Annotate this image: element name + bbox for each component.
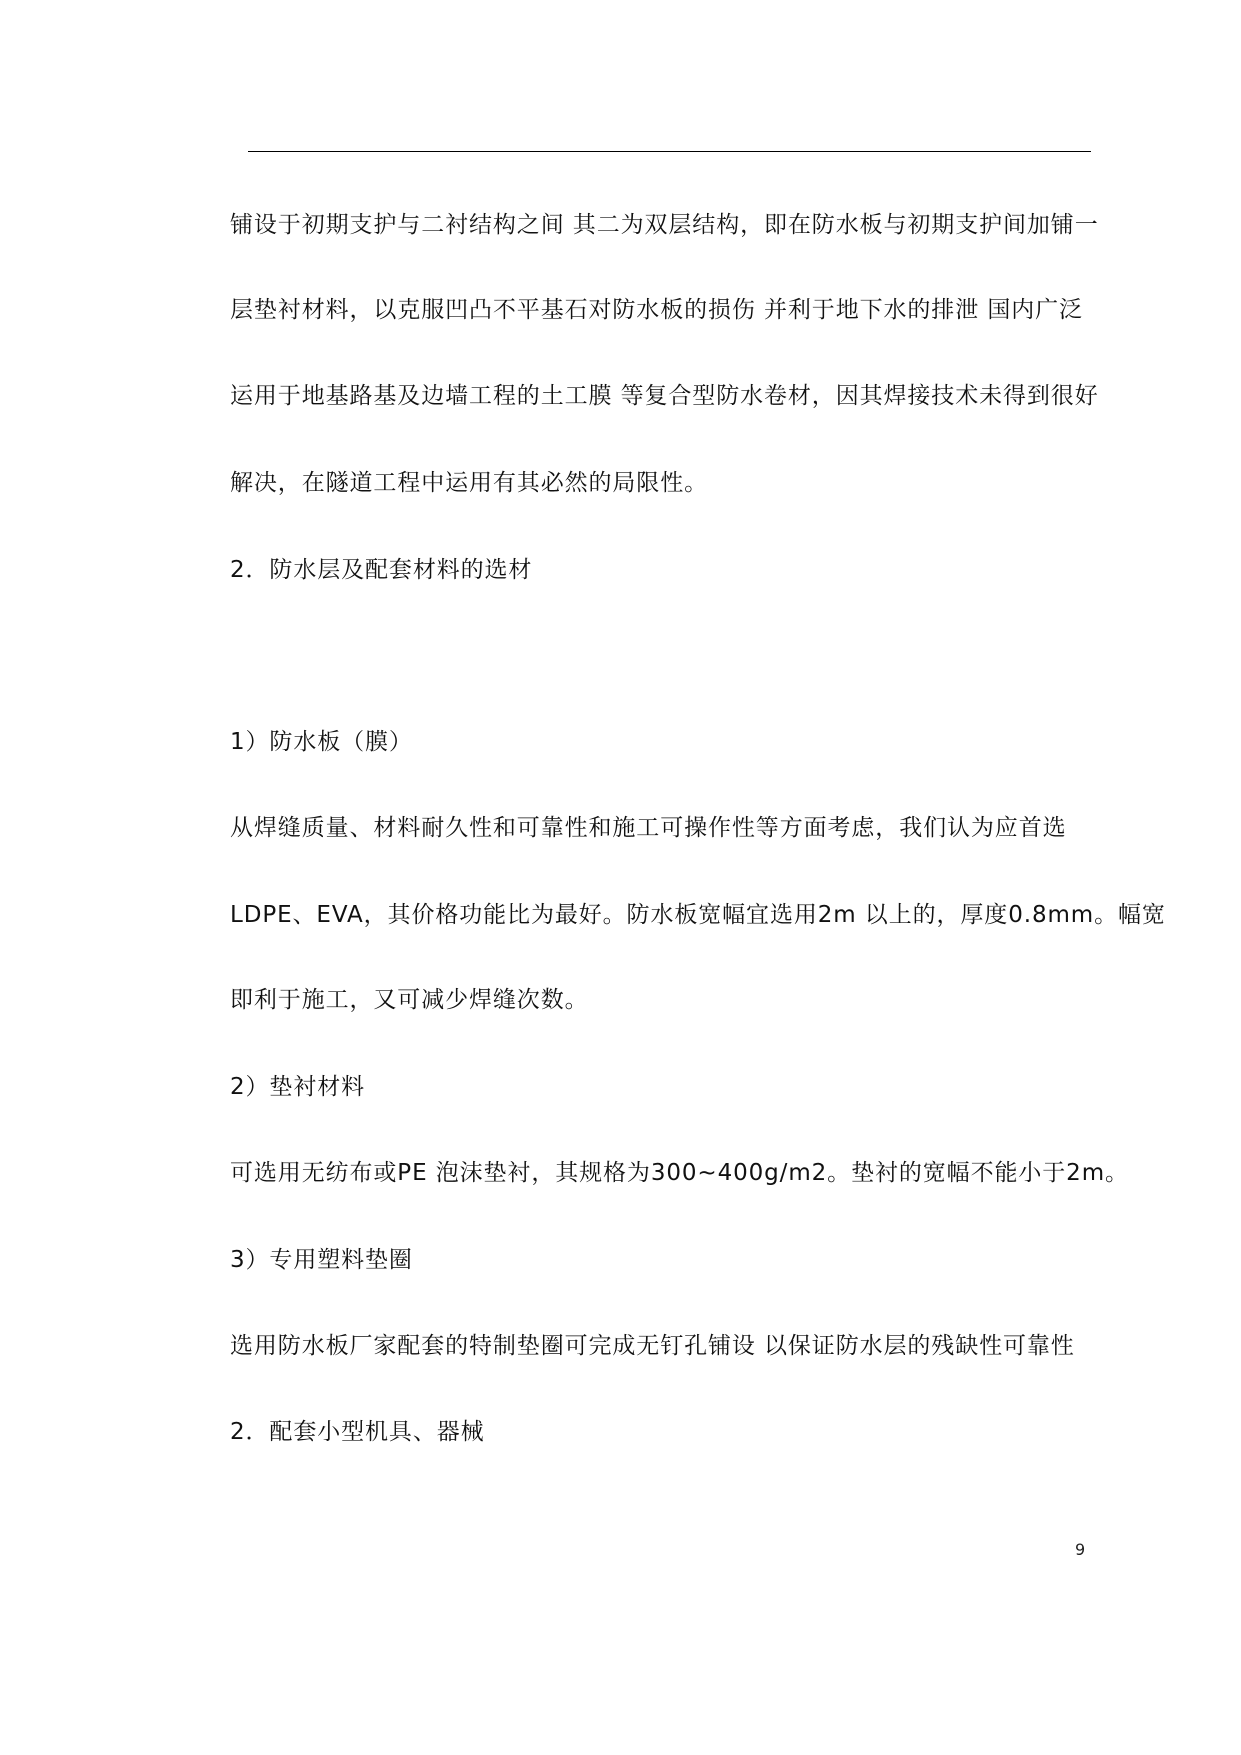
subsection-heading: 3）专用塑料垫圈 [230,1247,413,1273]
paragraph-line: 运用于地基路基及边墙工程的土工膜 等复合型防水卷材，因其焊接技术未得到很好 [230,383,1099,409]
subsection-heading: 1）防水板（膜） [230,729,413,755]
paragraph-line: 层垫衬材料，以克服凹凸不平基石对防水板的损伤 并利于地下水的排泄 国内广泛 [230,297,1083,323]
page-number: 9 [1075,1540,1086,1559]
section-heading: 2．防水层及配套材料的选材 [230,557,533,583]
paragraph-line: 解决，在隧道工程中运用有其必然的局限性。 [230,470,708,496]
section-heading: 2．配套小型机具、器械 [230,1419,485,1445]
paragraph-line: 从焊缝质量、材料耐久性和可靠性和施工可操作性等方面考虑，我们认为应首选 [230,815,1067,841]
paragraph-line: 铺设于初期支护与二衬结构之间 其二为双层结构，即在防水板与初期支护间加铺一 [230,212,1099,238]
paragraph-line: LDPE、EVA，其价格功能比为最好。防水板宽幅宜选用2m 以上的，厚度0.8mm。幅宽 [230,902,1166,928]
paragraph-line: 选用防水板厂家配套的特制垫圈可完成无钉孔铺设 以保证防水层的残缺性可靠性 [230,1333,1075,1359]
subsection-heading: 2）垫衬材料 [230,1074,366,1100]
paragraph-line: 即利于施工，又可减少焊缝次数。 [230,987,589,1013]
paragraph-line: 可选用无纺布或PE 泡沫垫衬，其规格为300~400g/m2。垫衬的宽幅不能小于2m。 [230,1160,1129,1186]
header-rule [248,151,1091,152]
